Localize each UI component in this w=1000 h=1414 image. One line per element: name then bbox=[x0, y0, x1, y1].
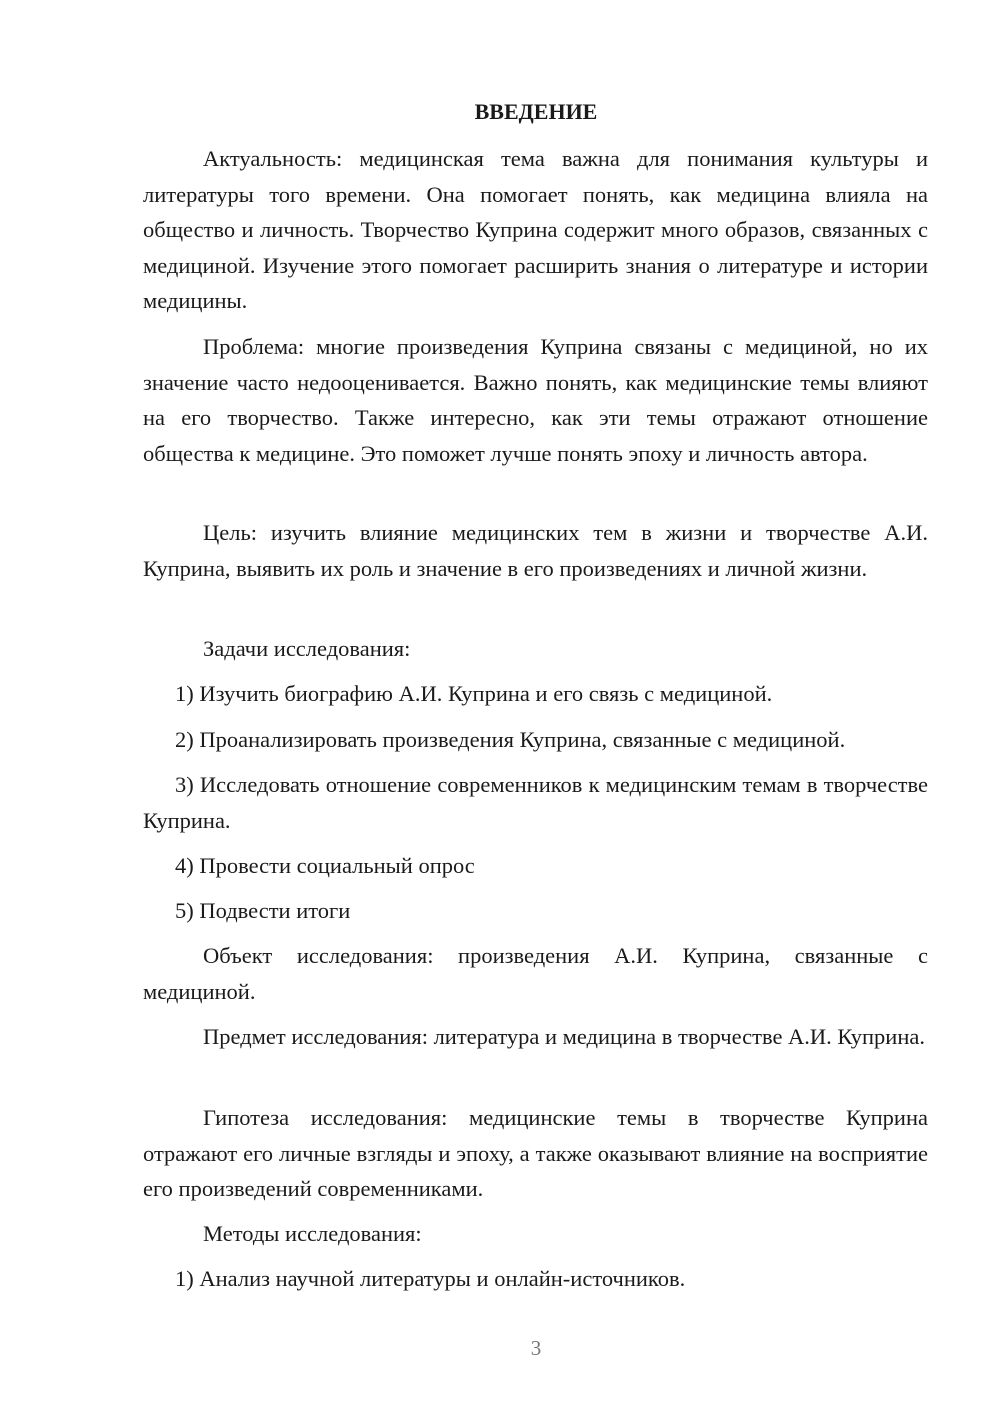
object-paragraph: Объект исследования: произведения А.И. Куприна, связанные с медициной. bbox=[143, 943, 928, 1004]
task-item: 2) Проанализировать произведения Куприна, связанные с медициной. bbox=[175, 727, 846, 752]
task-item: 3) Исследовать отношение современников к медицинским темам в творчестве Куприна. bbox=[143, 772, 928, 833]
task-item: 4) Провести социальный опрос bbox=[175, 853, 475, 878]
page-title: ВВЕДЕНИЕ bbox=[474, 99, 598, 124]
relevance-paragraph: Актуальность: медицинская тема важна для понимания культуры и литературы того времени. Она помогает понять, как медицина влияла на общество и личность. Творчество Куприна содержит много образов, связанных с медициной. Изучение этого помогает расширить знания о литературе и истории медицины. bbox=[143, 146, 928, 313]
page-number-wrapper bbox=[0, 1336, 1000, 1361]
problem-paragraph: Проблема: многие произведения Куприна связаны с медициной, но их значение часто недооценивается. Важно понять, как медицинские темы влияют на его творчество. Также интересно, как эти темы отражают отношение общества к медицине. Это поможет лучше понять эпоху и личность автора. bbox=[143, 334, 928, 466]
page-number: 3 bbox=[530, 1336, 542, 1360]
method-item: 1) Анализ научной литературы и онлайн-источников. bbox=[175, 1266, 686, 1291]
methods-heading: Методы исследования: bbox=[203, 1221, 422, 1246]
heading-wrapper bbox=[0, 98, 1000, 126]
hypothesis-paragraph: Гипотеза исследования: медицинские темы в творчестве Куприна отражают его личные взгляды и эпоху, а также оказывают влияние на восприятие его произведений современниками. bbox=[143, 1105, 928, 1201]
goal-paragraph: Цель: изучить влияние медицинских тем в жизни и творчестве А.И. Куприна, выявить их роль и значение в его произведениях и личной жизни. bbox=[143, 520, 928, 581]
task-item: 5) Подвести итоги bbox=[175, 898, 351, 923]
task-item: 1) Изучить биографию А.И. Куприна и его связь с медициной. bbox=[175, 681, 773, 706]
subject-paragraph: Предмет исследования: литература и медицина в творчестве А.И. Куприна. bbox=[203, 1024, 925, 1049]
tasks-heading: Задачи исследования: bbox=[203, 636, 411, 661]
